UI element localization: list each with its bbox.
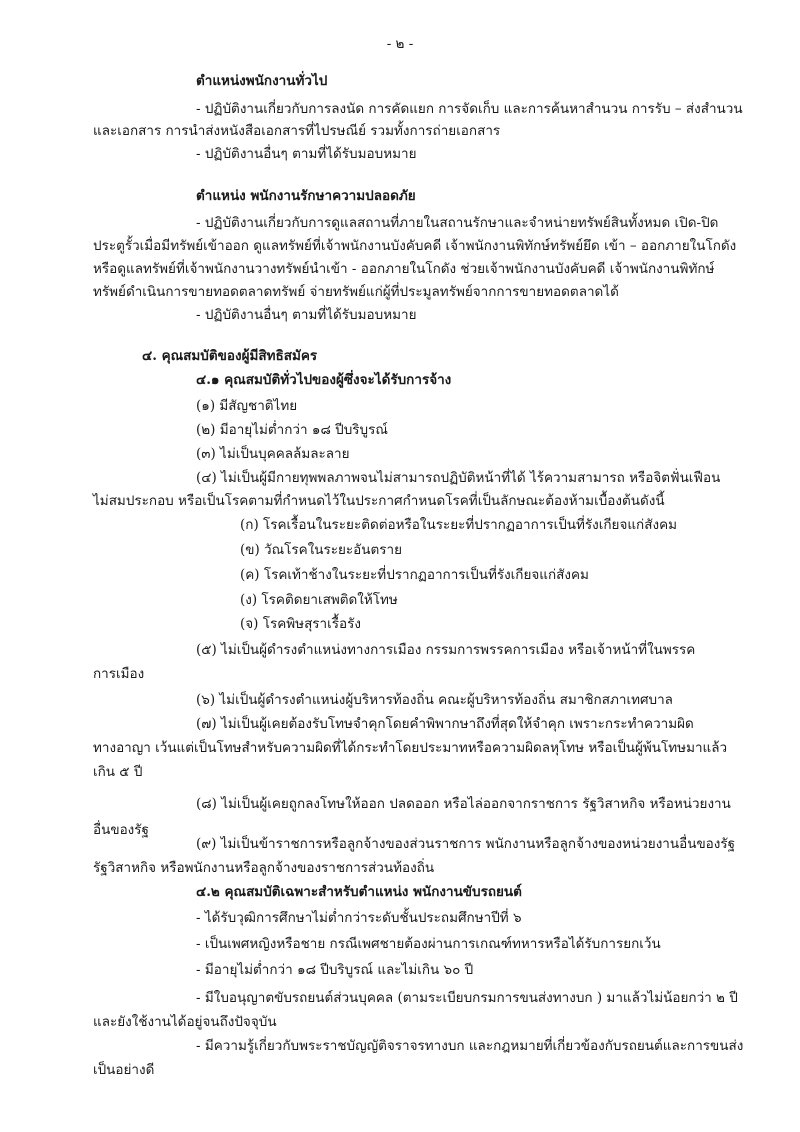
qualification-6: (๖) ไม่เป็นผู้ดำรงตำแหน่งผู้บริหารท้องถิ่น คณะผู้บริหารท้องถิ่น สมาชิกสภาเทศบาล xyxy=(196,692,673,708)
qualification-7-line-3: เกิน ๕ ปี xyxy=(93,764,143,780)
qualification-5-line-1: (๕) ไม่เป็นผู้ดำรงตำแหน่งทางการเมือง กรรมการพรรคการเมือง หรือเจ้าหน้าที่ในพรรค xyxy=(196,642,696,658)
qualification-3: (๓) ไม่เป็นบุคคลล้มละลาย xyxy=(196,446,350,462)
disease-e: (จ) โรคพิษสุราเรื้อรัง xyxy=(240,616,361,632)
general-duty-1-line-1: - ปฏิบัติงานเกี่ยวกับการลงนัด การคัดแยก การจัดเก็บ และการค้นหาสำนวน การรับ – ส่งสำนวน xyxy=(196,101,743,117)
page-number: - ๒ - xyxy=(386,36,414,52)
section-4-2-title: ๔.๒ คุณสมบัติเฉพาะสำหรับตำแหน่ง พนักงานขับรถยนต์ xyxy=(196,884,522,900)
general-staff-title: ตำแหน่งพนักงานทั่วไป xyxy=(196,73,328,89)
security-duty-2: - ปฏิบัติงานอื่นๆ ตามที่ได้รับมอบหมาย xyxy=(196,307,417,323)
security-staff-title: ตำแหน่ง พนักงานรักษาความปลอดภัย xyxy=(196,188,416,204)
qualification-8-line-1: (๘) ไม่เป็นผู้เคยถูกลงโทษให้ออก ปลดออก หรือไล่ออกจากราชการ รัฐวิสาหกิจ หรือหน่วยงาน xyxy=(196,796,731,812)
qualification-5-line-2: การเมือง xyxy=(93,666,145,682)
qualification-4-line-2: ไม่สมประกอบ หรือเป็นโรคตามที่กำหนดไว้ในประกาศกำหนดโรคที่เป็นลักษณะต้องห้ามเบื้องต้นดังนี้ xyxy=(93,493,665,509)
qualification-1: (๑) มีสัญชาติไทย xyxy=(196,398,298,414)
qualification-9-line-1: (๙) ไม่เป็นข้าราชการหรือลูกจ้างของส่วนราชการ พนักงานหรือลูกจ้างของหน่วยงานอื่นของรัฐ xyxy=(196,836,736,852)
general-duty-2: - ปฏิบัติงานอื่นๆ ตามที่ได้รับมอบหมาย xyxy=(196,146,417,162)
section-4-1-title: ๔.๑ คุณสมบัติทั่วไปของผู้ซึ่งจะได้รับการจ้าง xyxy=(196,372,452,388)
disease-a: (ก) โรคเรื้อนในระยะติดต่อหรือในระยะที่ปรากฏอาการเป็นที่รังเกียจแก่สังคม xyxy=(240,517,677,533)
security-duty-1-line-3: หรือดูแลทรัพย์ที่เจ้าพนักงานวางทรัพย์นำเข้า - ออกภายในโกดัง ช่วยเจ้าพนักงานบังคับคดี เจ้าพนักงานพิทักษ์ xyxy=(93,261,715,277)
section-4-title: ๔. คุณสมบัติของผู้มีสิทธิสมัคร xyxy=(142,348,318,364)
specific-qual-3: - มีอายุไม่ต่ำกว่า ๑๘ ปีบริบูรณ์ และไม่เกิน ๖๐ ปี xyxy=(196,962,474,978)
specific-qual-5-line-2: เป็นอย่างดี xyxy=(93,1062,155,1078)
specific-qual-5-line-1: - มีความรู้เกี่ยวกับพระราชบัญญัติจราจรทางบก และกฎหมายที่เกี่ยวข้องกับรถยนต์และการขนส่ง xyxy=(196,1038,744,1054)
specific-qual-4-line-1: - มีใบอนุญาตขับรถยนต์ส่วนบุคคล (ตามระเบียบกรมการขนส่งทางบก ) มาแล้วไม่น้อยกว่า ๒ ปี xyxy=(196,990,738,1006)
qualification-8-line-2: อื่นของรัฐ xyxy=(93,822,149,838)
qualification-4-line-1: (๔) ไม่เป็นผู้มีกายทุพพลภาพจนไม่สามารถปฏิบัติหน้าที่ได้ ไร้ความสามารถ หรือจิตฟั่นเฟือน xyxy=(196,470,721,486)
disease-d: (ง) โรคติดยาเสพติดให้โทษ xyxy=(240,592,398,608)
specific-qual-4-line-2: และยังใช้งานได้อยู่จนถึงปัจจุบัน xyxy=(93,1014,277,1030)
specific-qual-1: - ได้รับวุฒิการศึกษาไม่ต่ำกว่าระดับชั้นประถมศึกษาปีที่ ๖ xyxy=(196,910,522,926)
general-duty-1-line-2: และเอกสาร การนำส่งหนังสือเอกสารที่ไปรษณีย์ รวมทั้งการถ่ายเอกสาร xyxy=(93,123,501,139)
security-duty-1-line-4: ทรัพย์ดำเนินการขายทอดตลาดทรัพย์ จ่ายทรัพย์แก่ผู้ที่ประมูลทรัพย์จากการขายทอดตลาดได้ xyxy=(93,284,619,300)
specific-qual-2: - เป็นเพศหญิงหรือชาย กรณีเพศชายต้องผ่านการเกณฑ์ทหารหรือได้รับการยกเว้น xyxy=(196,936,661,952)
disease-b: (ข) วัณโรคในระยะอันตราย xyxy=(240,542,403,558)
security-duty-1-line-2: ประตูรั้วเมื่อมีทรัพย์เข้าออก ดูแลทรัพย์ที่เจ้าพนักงานบังคับคดี เจ้าพนักงานพิทักษ์ทรัพย์ยึด เข้า – ออกภายในโกดัง xyxy=(93,238,737,254)
qualification-7-line-2: ทางอาญา เว้นแต่เป็นโทษสำหรับความผิดที่ได้กระทำโดยประมาทหรือความผิดลหุโทษ หรือเป็นผู้พ้นโทษมาแล้ว xyxy=(93,740,728,756)
qualification-7-line-1: (๗) ไม่เป็นผู้เคยต้องรับโทษจำคุกโดยคำพิพากษาถึงที่สุดให้จำคุก เพราะกระทำความผิด xyxy=(196,716,694,732)
security-duty-1-line-1: - ปฏิบัติงานเกี่ยวกับการดูแลสถานที่ภายในสถานรักษาและจำหน่ายทรัพย์สินทั้งหมด เปิด-ปิด xyxy=(196,215,719,231)
disease-c: (ค) โรคเท้าช้างในระยะที่ปรากฏอาการเป็นที่รังเกียจแก่สังคม xyxy=(240,567,589,583)
qualification-9-line-2: รัฐวิสาหกิจ หรือพนักงานหรือลูกจ้างของราชการส่วนท้องถิ่น xyxy=(93,860,435,876)
qualification-2: (๒) มีอายุไม่ต่ำกว่า ๑๘ ปีบริบูรณ์ xyxy=(196,422,388,438)
